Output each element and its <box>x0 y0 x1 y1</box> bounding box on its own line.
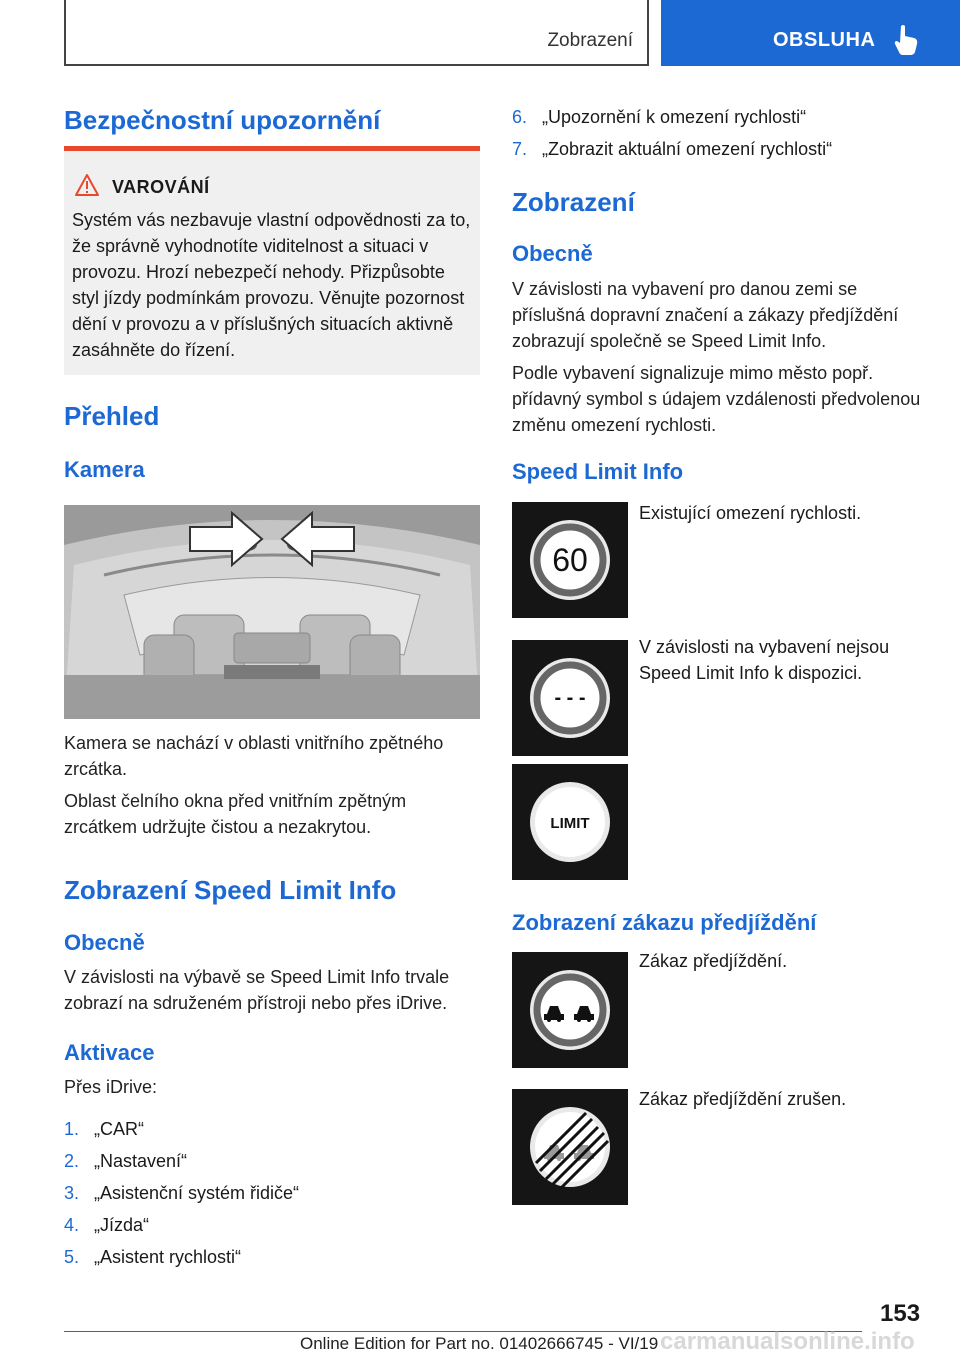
general-para-2: Podle vybavení signalizuje mimo město popř. přídavný symbol s údajem vzdálenosti předvolenou změnu omezení rychlosti. <box>512 363 921 435</box>
camera-location-illustration <box>64 505 480 719</box>
page-number: 153 <box>880 1300 921 1327</box>
warning-text: Systém vás nezbavuje vlastní odpovědnosti za to, že správně vyhodnotíte viditelnost a situaci v provozu. Hrozí nebezpečí nehody. Přizpůsobte styl jízdy podmínkám provozu. Věnujte pozornost dění v provozu a v příslušných situacích aktivně zasáhněte do řízení. <box>72 210 471 360</box>
speed-limit-unavailable-sign <box>512 640 628 756</box>
sign-60-label: 60 <box>552 542 588 578</box>
overtake-heading: Zobrazení zákazu předjíždění <box>512 910 817 935</box>
general-text-left: V závislosti na výbavě se Speed Limit Info trvale zobrazí na sdruženém přístroji nebo přes iDrive. <box>64 967 450 1013</box>
limit-sign <box>512 764 628 880</box>
sign-unavailable-desc: V závislosti na vybavení nejsou Speed Limit Info k dispozici. <box>639 637 890 683</box>
list-item: 3. „Asistenční systém řidiče“ <box>64 1183 300 1203</box>
edition-text: Online Edition for Part no. 01402666745 - VI/19 <box>300 1334 659 1353</box>
list-item: 1. „CAR“ <box>64 1119 144 1139</box>
no-overtaking-icon <box>512 952 628 1068</box>
sign-limit-label: LIMIT <box>550 815 590 832</box>
activation-text: Přes iDrive: <box>64 1077 158 1097</box>
camera-heading: Kamera <box>64 457 145 482</box>
display-sli-heading: Zobrazení Speed Limit Info <box>64 875 397 905</box>
no-overtaking-sign <box>512 952 628 1068</box>
camera-paragraph-2: Oblast čelního okna před vnitřním zpětným zrcátkem udržujte čistou a nezakrytou. <box>64 791 407 837</box>
speed-limit-60-sign <box>512 502 628 618</box>
camera-paragraph-1: Kamera se nachází v oblasti vnitřního zpětného zrcátka. <box>64 733 444 779</box>
overtake-end-desc: Zákaz předjíždění zrušen. <box>639 1089 847 1109</box>
header-section-box <box>64 0 649 66</box>
chapter-tab-label: OBSLUHA <box>773 29 876 51</box>
warning-title: VAROVÁNÍ <box>112 177 210 197</box>
watermark: carmanualsonline.info <box>660 1328 915 1355</box>
steps-list-right <box>512 104 926 168</box>
safety-heading: Bezpečnostní upozornění <box>64 105 381 135</box>
general-heading-left: Obecně <box>64 930 145 955</box>
end-no-overtaking-icon <box>512 1089 628 1205</box>
steps-list-left <box>64 1116 480 1276</box>
warning-triangle-icon <box>74 173 100 197</box>
general-para-1: V závislosti na vybavení pro danou zemi se příslušná dopravní značení a zákazy předjíždění zobrazují společně se Speed Limit Info. <box>512 279 899 351</box>
list-item: 4. „Jízda“ <box>64 1215 150 1235</box>
list-item: 2. „Nastavení“ <box>64 1151 188 1171</box>
limit-icon <box>512 764 628 880</box>
list-item: 5. „Asistent rychlosti“ <box>64 1247 242 1267</box>
no-speed-info-icon <box>512 640 628 756</box>
sli-heading: Speed Limit Info <box>512 459 684 484</box>
list-item: 7. „Zobrazit aktuální omezení rychlosti“ <box>512 139 833 159</box>
display-heading: Zobrazení <box>512 187 635 217</box>
chapter-tab[interactable] <box>661 0 960 66</box>
sign-dashes-label: - - - <box>554 687 586 709</box>
speed-limit-sign-icon <box>512 502 628 618</box>
end-no-overtaking-sign <box>512 1089 628 1205</box>
overview-heading: Přehled <box>64 401 160 431</box>
general-heading-right: Obecně <box>512 241 593 266</box>
section-title: Zobrazení <box>547 30 633 51</box>
pointing-hand-icon <box>893 24 919 56</box>
activation-heading: Aktivace <box>64 1040 155 1065</box>
list-item: 6. „Upozornění k omezení rychlosti“ <box>512 107 807 127</box>
overtake-desc: Zákaz předjíždění. <box>639 951 788 971</box>
sign-existing-desc: Existující omezení rychlosti. <box>639 503 862 523</box>
warning-box <box>64 146 480 375</box>
